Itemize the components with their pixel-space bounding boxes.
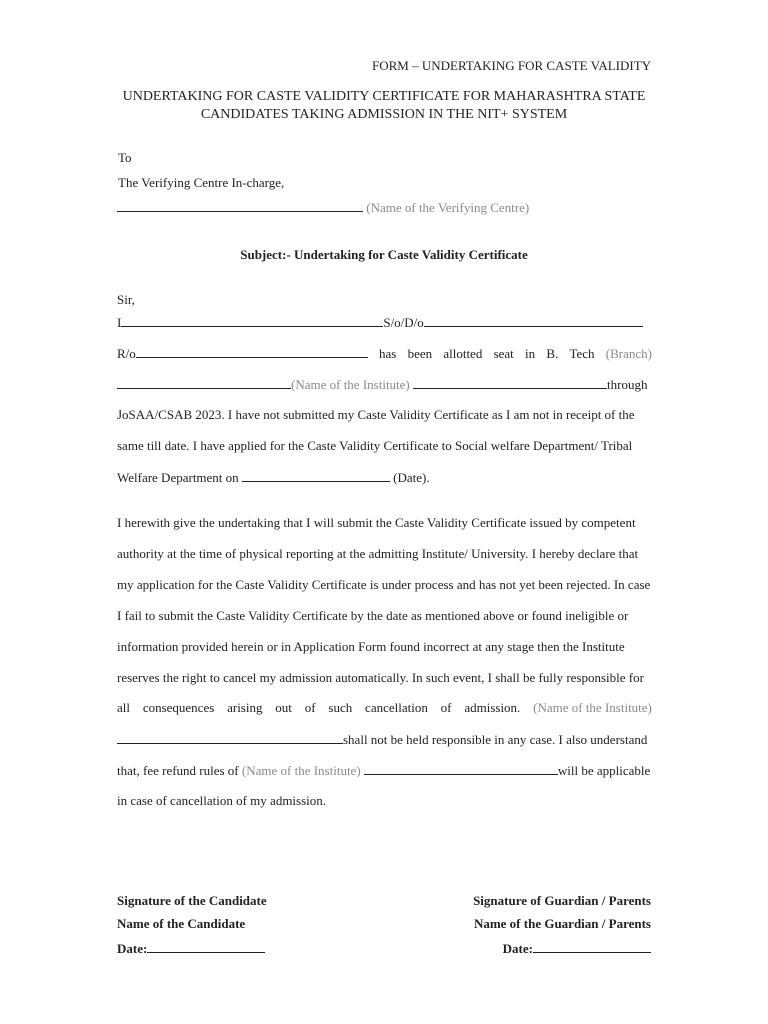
p2-line-9-text-b: will be applicable [557, 763, 651, 778]
guardian-name-label: Name of the Guardian / Parents [473, 916, 651, 931]
institute-blank-3 [117, 731, 343, 744]
verifying-centre-blank [117, 199, 363, 212]
p2-line-3: my application for the Caste Validity Certificate is under process and has not yet been rejected. In case [117, 577, 651, 592]
institute-hint-1: (Name of the Institute) [291, 377, 410, 392]
parent-blank [424, 314, 643, 327]
word: Tech [569, 346, 595, 361]
p1-line-6 [117, 469, 652, 487]
word: B. [546, 346, 559, 361]
guardian-date-label: Date: [502, 941, 533, 956]
date-label: Welfare Department on [117, 470, 239, 485]
verifying-centre-row [117, 199, 529, 216]
p2-line-2: authority at the time of physical reporting at the admitting Institute/ University. I hereby declare that [117, 546, 639, 561]
institute-blank-4 [364, 762, 558, 775]
title-line-1: UNDERTAKING FOR CASTE VALIDITY CERTIFICATE FOR MAHARASHTRA STATE [122, 89, 646, 104]
residence-blank [136, 345, 368, 358]
p2-line-6: reserves the right to cancel my admission automatically. In such event, I shall be fully responsible for [117, 670, 644, 685]
word: admission. [464, 700, 521, 715]
i-label: I [117, 315, 122, 330]
ro-label: R/o [117, 346, 136, 361]
word: cancellation [365, 700, 428, 715]
form-label: FORM – UNDERTAKING FOR CASTE VALIDITY [372, 58, 652, 73]
p1-line-3 [117, 376, 652, 394]
name-blank [121, 314, 383, 327]
candidate-date-label: Date: [117, 941, 148, 956]
verifying-centre-hint: (Name of the Verifying Centre) [366, 200, 530, 215]
p1-line-5: same till date. I have applied for the Caste Validity Certificate to Social welfare Department/ Tribal [117, 438, 633, 453]
p1-line-1 [117, 314, 652, 332]
date-suffix: (Date). [393, 470, 430, 485]
word: allotted [443, 346, 483, 361]
word: out [275, 700, 292, 715]
p2-line-9-text-a: that, fee refund rules of [117, 763, 239, 778]
word: of [440, 700, 452, 715]
p2-line-8-text: shall not be held responsible in any case. I also understand [343, 732, 648, 747]
institute-blank-1 [117, 376, 291, 389]
guardian-signature-label: Signature of Guardian / Parents [473, 893, 651, 908]
to-label: To [118, 150, 132, 165]
p1-line-4: JoSAA/CSAB 2023. I have not submitted my Caste Validity Certificate as I am not in receipt of the [117, 407, 635, 422]
word: in [525, 346, 536, 361]
sodo-label: S/o/D/o [383, 315, 424, 330]
p2-line-8 [117, 731, 652, 749]
guardian-date-blank [533, 940, 651, 953]
subject: Subject:- Undertaking for Caste Validity Certificate [240, 247, 528, 262]
institute-blank-2 [413, 376, 607, 389]
p2-line-5: information provided herein or in Application Form found incorrect at any stage then the Institute [117, 639, 625, 654]
p1-line-2 [117, 345, 652, 363]
p2-line-7 [117, 700, 652, 718]
candidate-name-label: Name of the Candidate [117, 916, 246, 931]
institute-hint-2: (Name of the Institute) [533, 700, 652, 715]
word: seat [493, 346, 514, 361]
word: such [328, 700, 353, 715]
branch-hint: (Branch) [605, 346, 652, 361]
institute-hint-3: (Name of the Institute) [241, 763, 361, 778]
p2-line-1: I herewith give the undertaking that I will submit the Caste Validity Certificate issued by competent [117, 515, 636, 530]
candidate-date-blank [147, 940, 265, 953]
through-word: through [607, 377, 648, 392]
p2-line-9 [117, 762, 652, 780]
candidate-signature-label: Signature of the Candidate [117, 893, 267, 908]
guardian-date-row [503, 940, 651, 957]
title-line-2: CANDIDATES TAKING ADMISSION IN THE NIT+ SYSTEM [200, 107, 568, 122]
word: arising [227, 700, 263, 715]
word: consequences [142, 700, 215, 715]
addressee: The Verifying Centre In-charge, [118, 175, 285, 190]
word: all [117, 700, 130, 715]
word: has [379, 346, 397, 361]
date-blank [242, 469, 390, 482]
p2-line-10: in case of cancellation of my admission. [117, 793, 327, 808]
candidate-date-row [117, 940, 265, 957]
p2-line-4: I fail to submit the Caste Validity Certificate by the date as mentioned above or found ineligible or [117, 608, 629, 623]
word: been [407, 346, 433, 361]
salutation: Sir, [117, 292, 135, 307]
word: of [304, 700, 316, 715]
